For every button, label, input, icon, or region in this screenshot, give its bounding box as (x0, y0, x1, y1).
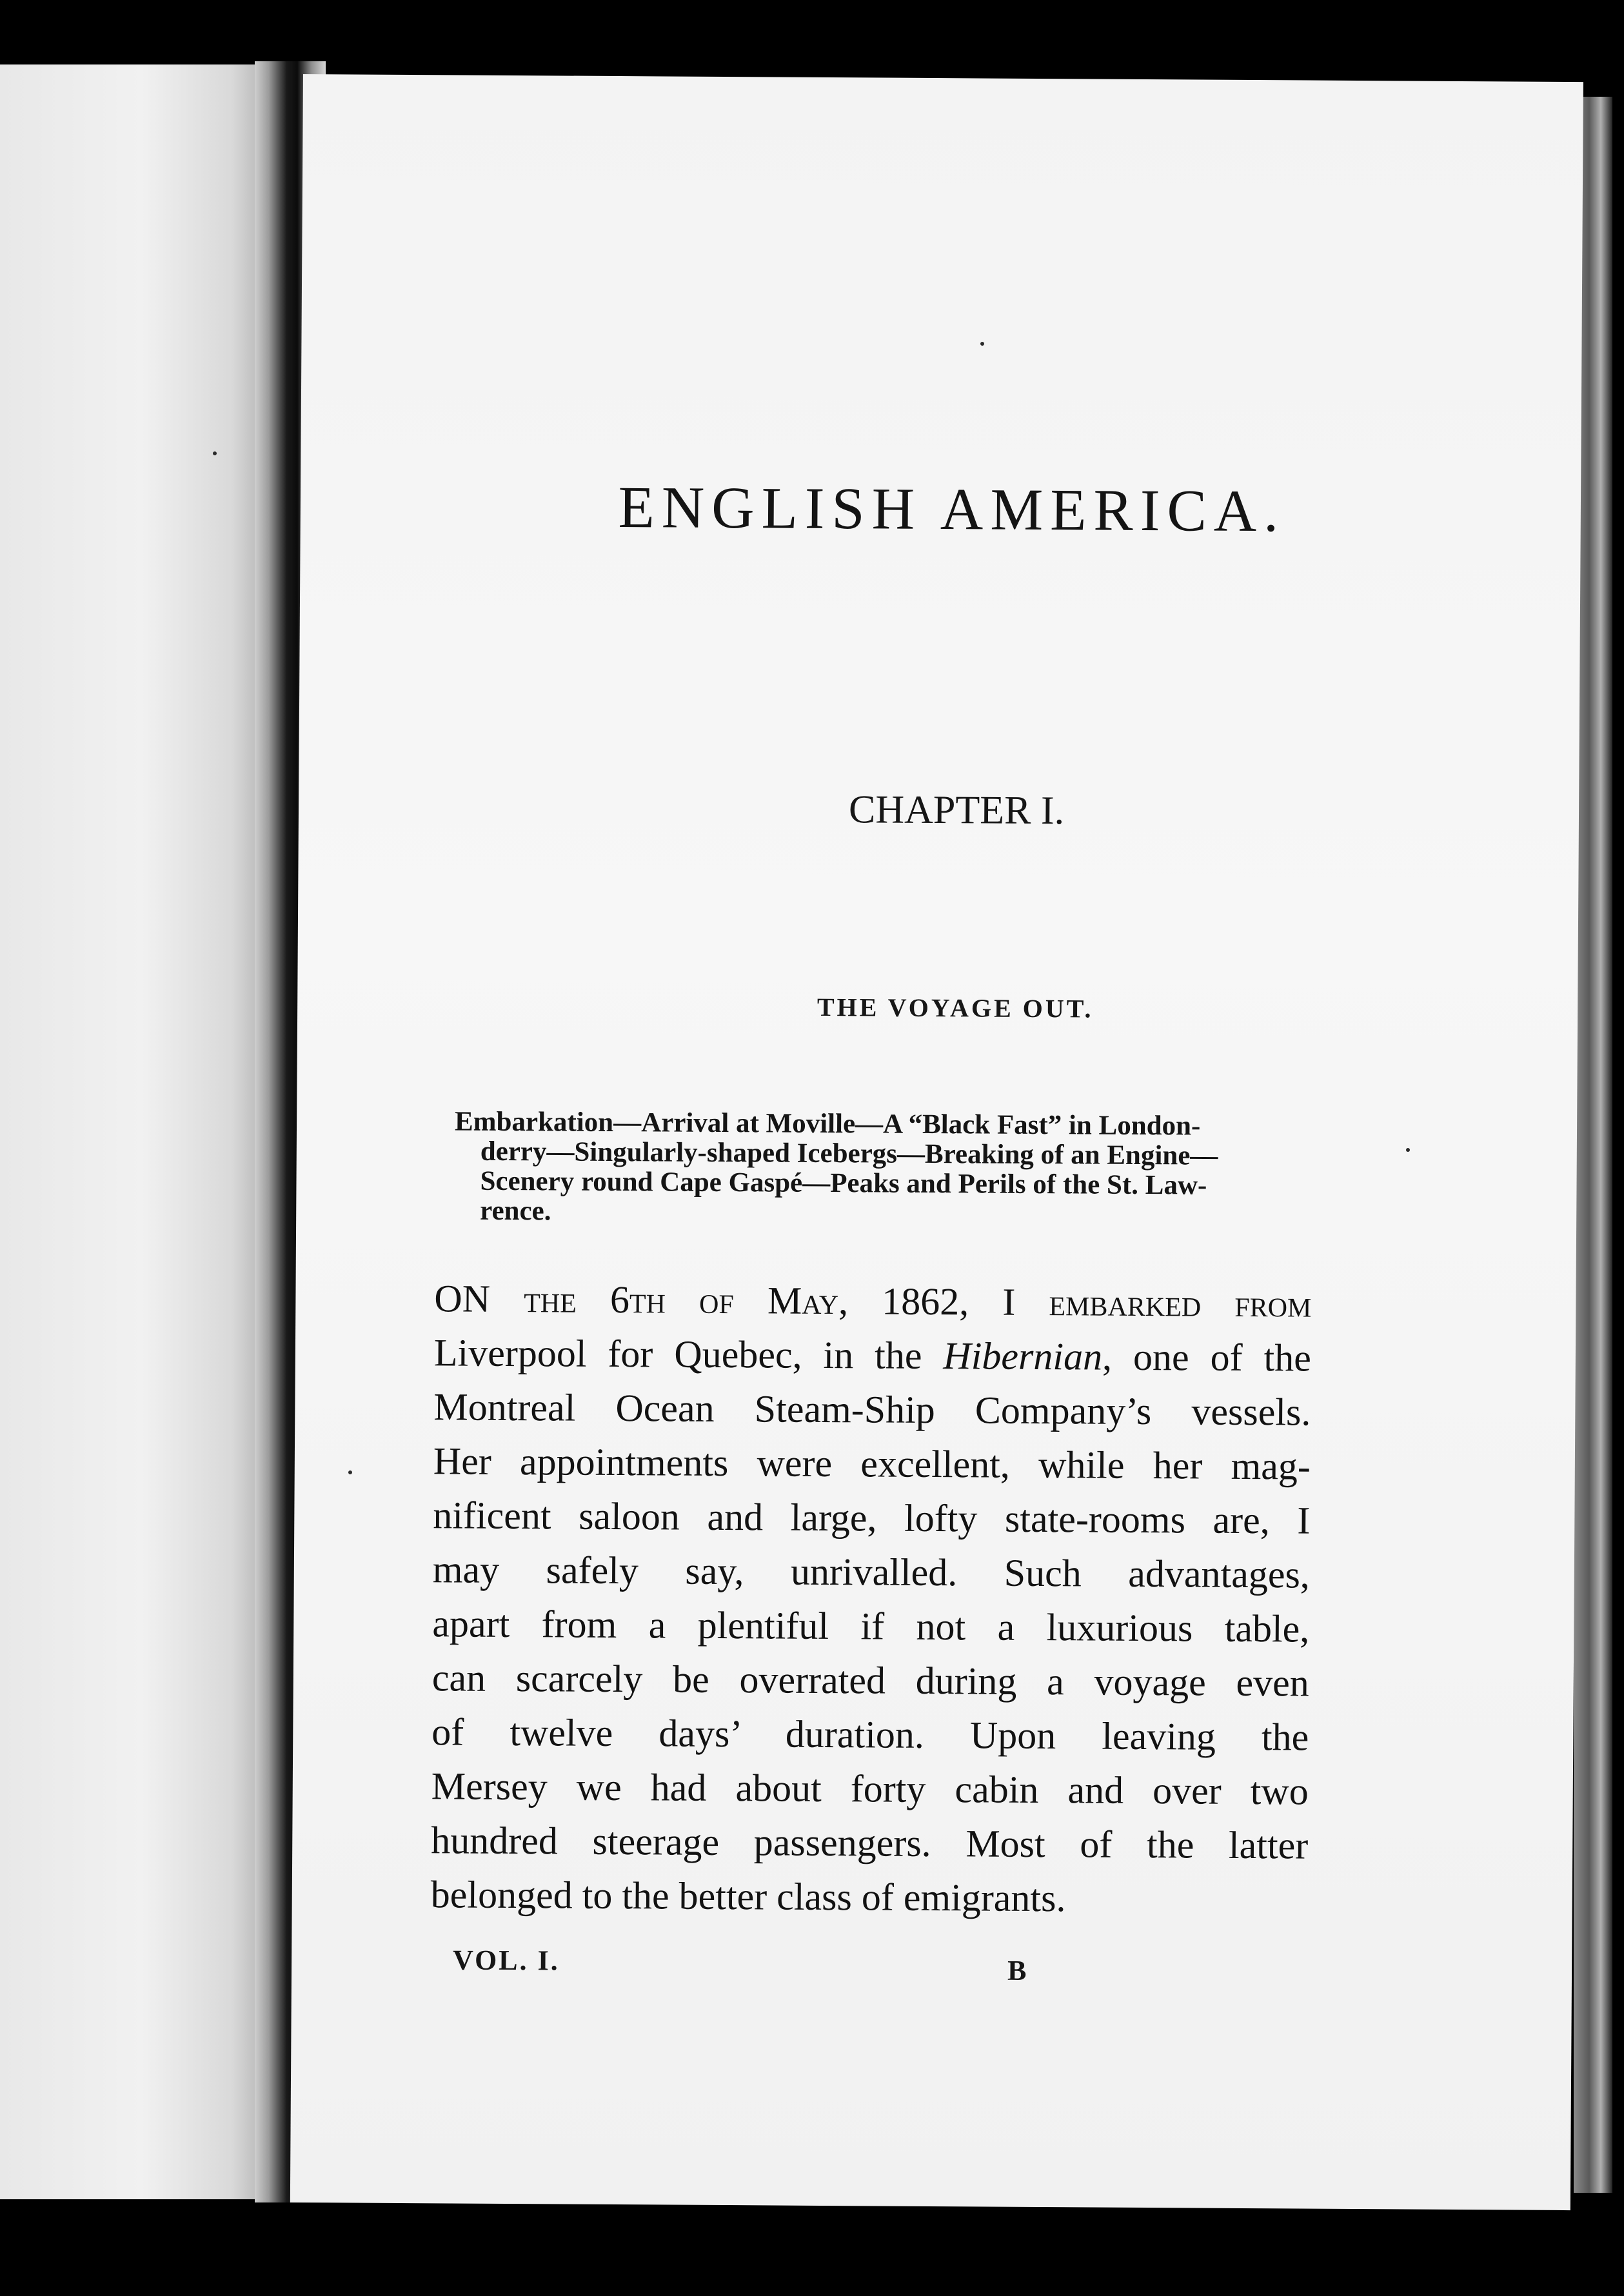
body-line: Mersey we had about forty cabin and over two (431, 1765, 1309, 1813)
book-title: ENGLISH AMERICA. (618, 473, 1286, 544)
scan-speck (348, 1470, 352, 1474)
scan-speck (213, 451, 217, 455)
chapter-summary (454, 1107, 1319, 1231)
body-line: of twelve days’ duration. Upon leaving the (431, 1710, 1309, 1759)
body-line: Her appointments were excellent, while her mag- (433, 1440, 1311, 1488)
body-line-text: Liverpool for Quebec, in the (433, 1331, 944, 1378)
body-line-text: N the 6th of May, 1862, I embarked from (462, 1277, 1312, 1325)
summary-line: rence. (480, 1195, 551, 1227)
body-line: nificent saloon and large, lofty state-rooms are, I (433, 1494, 1311, 1542)
body-line: belonged to the better class of emigrants. (430, 1873, 1066, 1920)
scan-speck (980, 342, 984, 346)
body-line (434, 1325, 1311, 1385)
body-line (434, 1271, 1311, 1331)
summary-line: Scenery round Cape Gaspé—Peaks and Perils of the St. Law- (480, 1165, 1207, 1201)
scan-speck (1406, 1148, 1410, 1152)
body-line: can scarcely be overrated during a voyage even (431, 1656, 1309, 1705)
body-line-text: , one of the (1102, 1335, 1312, 1380)
chapter-subtitle: THE VOYAGE OUT. (817, 992, 1094, 1024)
right-page (290, 74, 1583, 2210)
body-line: hundred steerage passengers. Most of the latter (431, 1819, 1309, 1867)
chapter-heading: CHAPTER I. (848, 787, 1065, 833)
drop-initial: O (434, 1277, 462, 1320)
left-page-blank (0, 64, 258, 2199)
summary-line: Embarkation—Arrival at Moville—A “Black Fast” in London- (454, 1106, 1201, 1142)
summary-line: derry—Singularly-shaped Icebergs—Breaking of an Engine— (480, 1136, 1218, 1171)
body-line: may safely say, unrivalled. Such advantages, (432, 1548, 1311, 1596)
gathering-mark: B (1007, 1954, 1027, 1986)
body-line: apart from a plentiful if not a luxurious table, (432, 1602, 1310, 1650)
body-line: Montreal Ocean Steam-Ship Company’s vessels. (433, 1385, 1311, 1434)
body-paragraph (431, 1271, 1312, 1926)
volume-signature: VOL. I. (452, 1944, 560, 1977)
ship-name: Hibernian (943, 1334, 1103, 1378)
